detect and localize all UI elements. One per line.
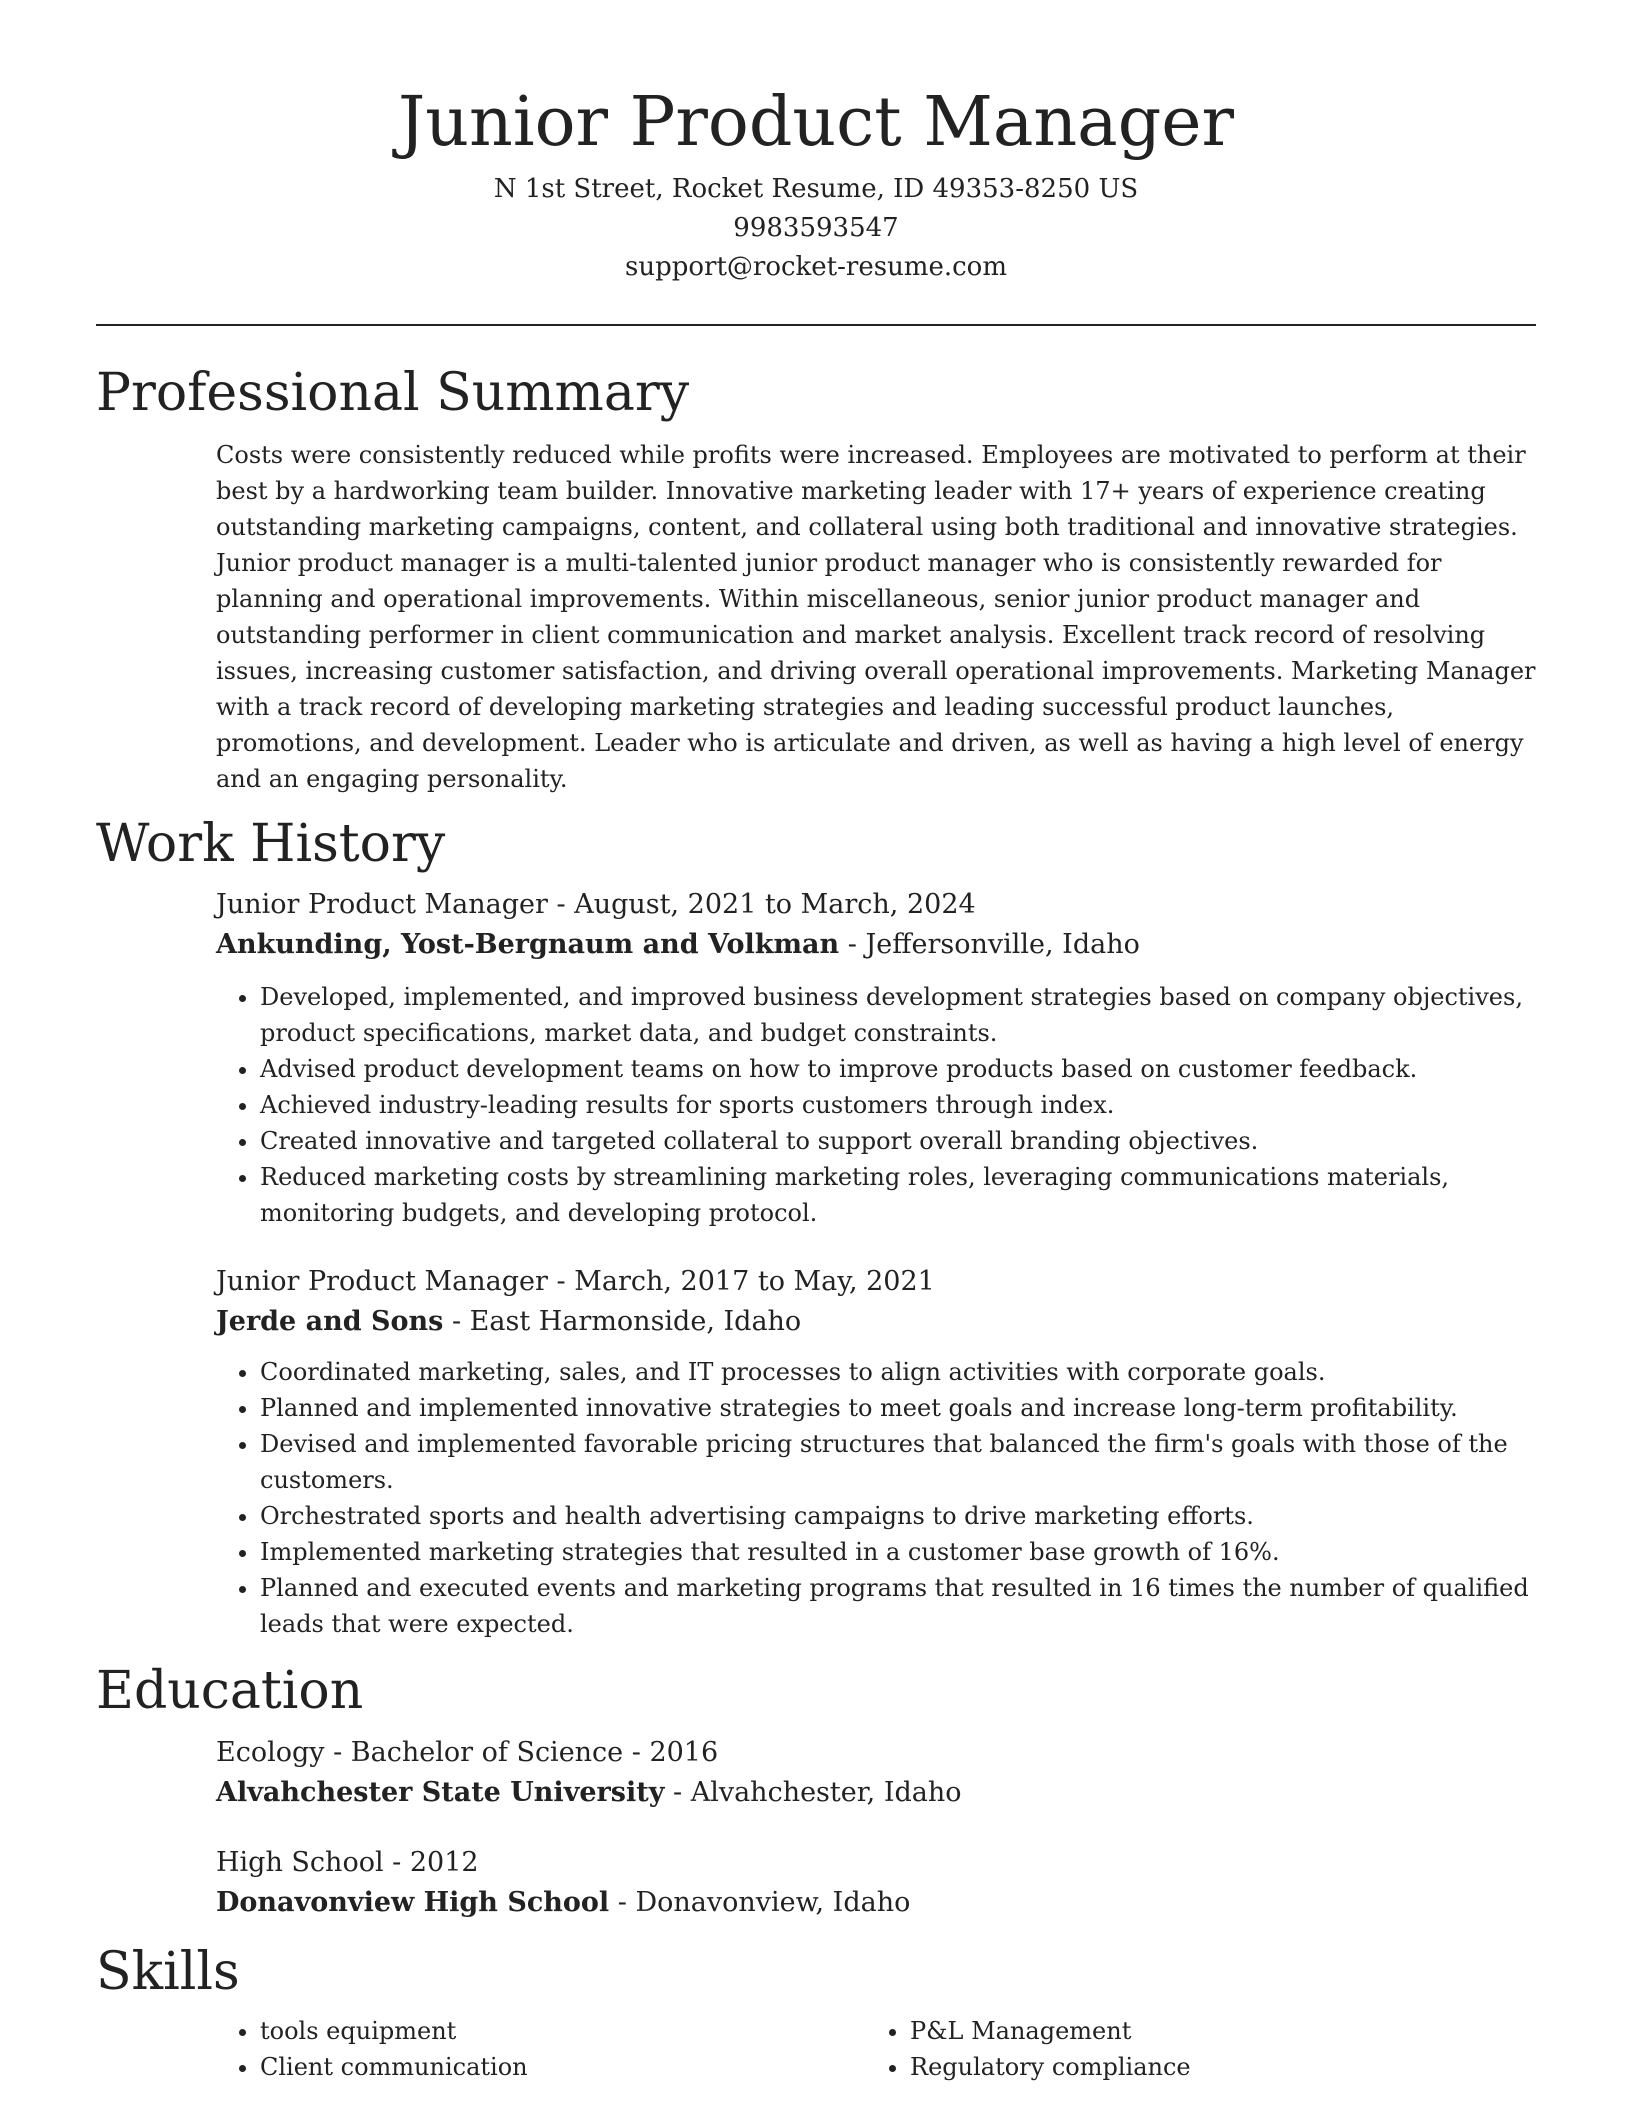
education-degree: High School - 2012	[216, 1846, 479, 1878]
skill-item: • P&L Management	[910, 2013, 1516, 2049]
education-entry	[216, 1843, 1536, 1923]
job-entry	[216, 885, 1536, 1231]
job-title: Junior Product Manager	[216, 889, 548, 921]
job-bullet: • Achieved industry-leading results for sports customers through index.	[260, 1087, 1536, 1123]
job-dates: - August, 2021 to March, 2024	[547, 889, 976, 921]
education-school: Donavonview High School	[216, 1886, 610, 1918]
job-company: Ankunding, Yost-Bergnaum and Volkman	[216, 929, 840, 961]
resume-page	[96, 0, 1536, 2085]
skills-list-left	[216, 2013, 866, 2085]
job-title: Junior Product Manager	[216, 1266, 548, 1298]
summary-text: Costs were consistently reduced while profits were increased. Employees are motivated to perform at their best by a hardworking team builder. Innovative marketing leader with 17+ years of experience creating outstanding marketing campaigns, content, and collateral using both traditional and innovative strategies. Junior product manager is a multi-talented junior product manager who is consistently rewarded for planning and operational improvements. Within miscellaneous, senior junior product manager and outstanding performer in client communication and market analysis. Excellent track record of resolving issues, increasing customer satisfaction, and driving overall operational improvements. Marketing Manager with a track record of developing marketing strategies and leading successful product launches, promotions, and development. Leader who is articulate and driven, as well as having a high level of energy and an engaging personality.	[216, 440, 1536, 793]
job-location: - Jeffersonville, Idaho	[839, 929, 1140, 961]
education-location: - Alvahchester, Idaho	[664, 1776, 962, 1808]
job-bullet: • Created innovative and targeted collateral to support overall branding objectives.	[260, 1123, 1536, 1159]
skills-columns	[216, 2013, 1536, 2085]
job-company-line	[216, 1302, 1536, 1342]
skill-item: • tools equipment	[260, 2013, 866, 2049]
job-company-line	[216, 925, 1536, 965]
education-entry	[216, 1733, 1536, 1813]
job-bullets	[216, 1354, 1536, 1642]
job-bullet: • Orchestrated sports and health advertising campaigns to drive marketing efforts.	[260, 1498, 1536, 1534]
resume-name: Junior Product Manager	[398, 83, 1234, 162]
contact-phone: 9983593547	[733, 212, 899, 243]
skills-section	[216, 2013, 1536, 2085]
job-bullet: • Coordinated marketing, sales, and IT processes to align activities with corporate goals.	[260, 1354, 1536, 1390]
education-school-line	[216, 1883, 1536, 1923]
education-school: Alvahchester State University	[216, 1776, 665, 1808]
job-bullet: • Planned and implemented innovative strategies to meet goals and increase long-term profitability.	[260, 1390, 1536, 1426]
summary-heading: Professional Summary	[96, 362, 690, 423]
skill-item: • Regulatory compliance	[910, 2049, 1516, 2085]
job-bullet: • Reduced marketing costs by streamlining marketing roles, leveraging communications materials, monitoring budgets, and developing protocol.	[260, 1159, 1536, 1231]
work-history-heading: Work History	[96, 813, 446, 874]
education-school-line	[216, 1773, 1536, 1813]
job-company: Jerde and Sons	[216, 1306, 444, 1338]
skills-list-right	[866, 2013, 1516, 2085]
job-bullet: • Planned and executed events and marketing programs that resulted in 16 times the number of qualified leads that were expected.	[260, 1570, 1536, 1642]
contact-address: N 1st Street, Rocket Resume, ID 49353-8250 US	[493, 173, 1139, 204]
education-degree: Ecology - Bachelor of Science - 2016	[216, 1736, 719, 1768]
work-history-section	[216, 885, 1536, 1642]
contact-email: support@rocket-resume.com	[624, 251, 1007, 282]
contact-block	[96, 170, 1536, 287]
job-bullet: • Developed, implemented, and improved business development strategies based on company objectives, product specifications, market data, and budget constraints.	[260, 979, 1536, 1051]
job-bullet: • Devised and implemented favorable pricing structures that balanced the firm's goals with those of the customers.	[260, 1426, 1536, 1498]
education-section	[216, 1733, 1536, 1923]
job-dates: - March, 2017 to May, 2021	[547, 1266, 935, 1298]
job-title-line	[216, 1262, 1536, 1302]
skills-column-left	[216, 2013, 866, 2085]
summary-section	[216, 437, 1536, 797]
job-entry	[216, 1262, 1536, 1642]
education-location: - Donavonview, Idaho	[609, 1886, 911, 1918]
job-bullet: • Implemented marketing strategies that resulted in a customer base growth of 16%.	[260, 1534, 1536, 1570]
skills-column-right	[866, 2013, 1516, 2085]
job-bullet: • Advised product development teams on how to improve products based on customer feedback.	[260, 1051, 1536, 1087]
job-title-line	[216, 885, 1536, 925]
header-divider	[96, 324, 1536, 326]
skills-heading: Skills	[96, 1941, 240, 2002]
job-location: - East Harmonside, Idaho	[443, 1306, 802, 1338]
education-heading: Education	[96, 1661, 364, 1722]
job-bullets	[216, 979, 1536, 1231]
skill-item: • Client communication	[260, 2049, 866, 2085]
